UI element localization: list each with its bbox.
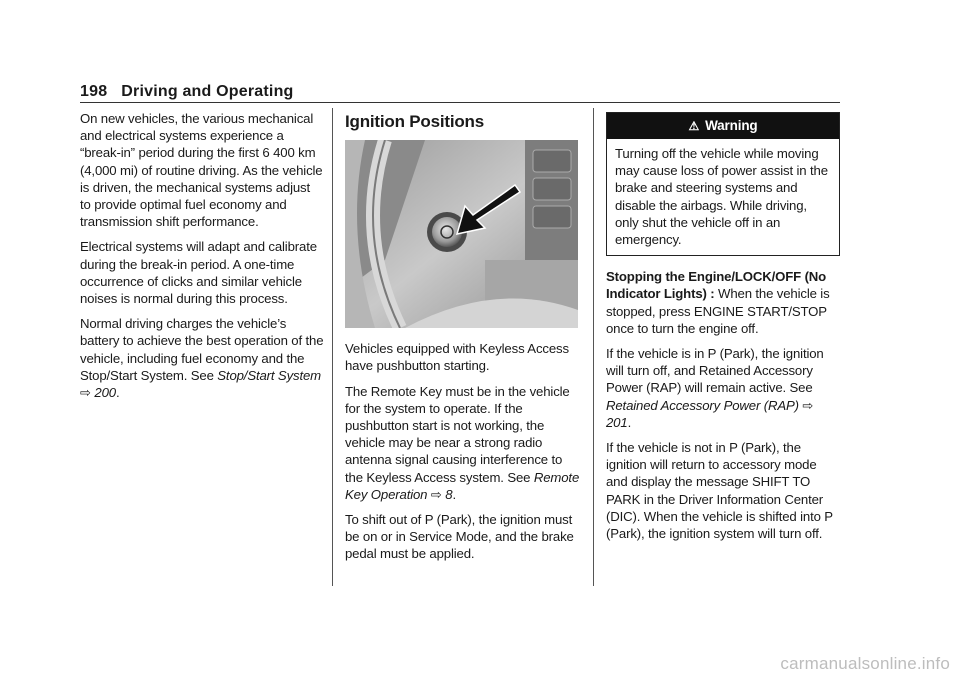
paragraph	[80, 315, 324, 401]
paragraph: Vehicles equipped with Keyless Access have pushbutton starting.	[345, 341, 569, 374]
section-title: Driving and Operating	[121, 83, 294, 100]
text: .	[452, 486, 456, 502]
paragraph: To shift out of P (Park), the ignition must be on or in Service Mode, and the brake pedal must be applied.	[345, 512, 574, 562]
xref-link[interactable]: Retained Accessory Power (RAP)	[606, 397, 799, 413]
xref-arrow-icon: ⇨	[80, 385, 91, 401]
paragraph	[606, 268, 840, 337]
text: If the vehicle is in P (Park), the ignition will turn off, and Retained Accessory Power (RAP) will remain active. See	[606, 346, 824, 396]
paragraph: On new vehicles, the various mechanical and electrical systems experience a “break-in” period during the first 6 400 km (4,000 mi) of routine driving. As the vehicle is driven, the mechanical systems adjust to provide optimal fuel economy and transmission shift performance.	[80, 111, 323, 230]
xref-link[interactable]: Remote Key Operation	[345, 469, 580, 502]
text: Normal driving charges the vehicle’s battery to achieve the best operation of the vehicle, including fuel economy and the Stop/Start System. See	[80, 316, 324, 383]
xref-arrow-icon: ⇨	[430, 486, 442, 502]
warning-triangle-icon: ⚠	[688, 119, 700, 133]
paragraph: If the vehicle is not in P (Park), the ignition will return to accessory mode and display the message SHIFT TO PARK in the Driver Information Center (DIC). When the vehicle is shifted into P (Park), the ignition system will turn off.	[606, 440, 833, 542]
warning-label: Warning	[705, 118, 758, 133]
paragraph	[606, 345, 840, 431]
warning-header	[607, 113, 839, 139]
text: When the vehicle is stopped, press ENGINE START/STOP once to turn the engine off.	[606, 286, 830, 336]
watermark: carmanualsonline.info	[780, 654, 950, 673]
section-heading: Ignition Positions	[345, 112, 484, 131]
subheading: Stopping the Engine/LOCK/OFF (No Indicator Lights) :	[606, 269, 827, 302]
column-3	[606, 110, 840, 550]
xref-link[interactable]: Stop/Start System	[217, 367, 322, 383]
text: The Remote Key must be in the vehicle for the system to operate. If the pushbutton start is not working, the vehicle may be near a strong radio antenna signal causing interference to the Keyless Access system. See	[345, 383, 570, 485]
xref-page[interactable]: 201	[606, 414, 628, 430]
xref-page[interactable]: 8	[445, 486, 453, 502]
column-divider	[593, 108, 594, 586]
paragraph	[345, 383, 580, 503]
page-header	[80, 83, 294, 101]
header-rule	[80, 102, 840, 103]
warning-box	[606, 112, 840, 256]
text: .	[627, 414, 632, 430]
page-number: 198	[80, 83, 108, 100]
column-2	[345, 110, 580, 571]
column-divider	[332, 108, 333, 586]
xref-page[interactable]: 200	[94, 385, 116, 401]
text: .	[115, 385, 120, 401]
column-1	[80, 110, 324, 409]
ignition-button-photo	[345, 140, 578, 328]
xref-arrow-icon: ⇨	[802, 397, 814, 413]
warning-text: Turning off the vehicle while moving may cause loss of power assist in the brake and steering systems and disable the airbags. While driving, only shut the vehicle off in an emergency.	[615, 146, 828, 248]
paragraph: Electrical systems will adapt and calibrate during the break-in period. A one-time occurrence of clicks and similar vehicle noises is normal during this process.	[80, 239, 317, 307]
